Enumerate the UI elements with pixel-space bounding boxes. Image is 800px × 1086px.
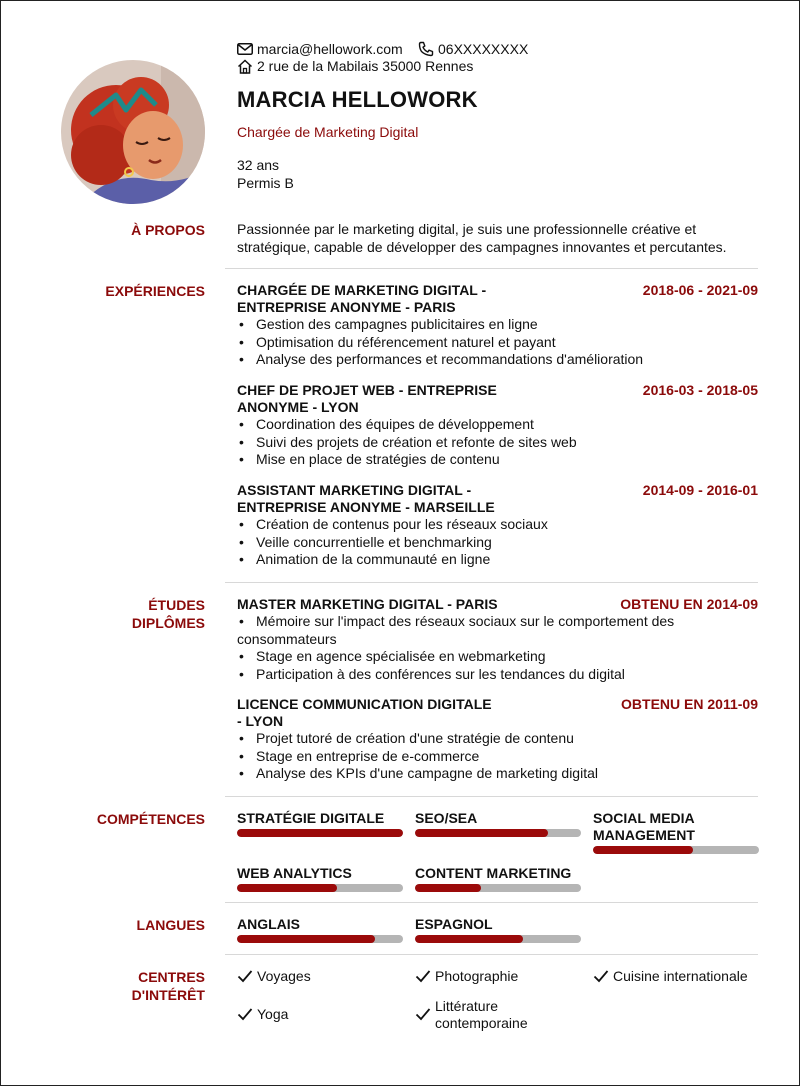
skill-bar-fill (415, 884, 481, 892)
list-item: • Stage en agence spécialisée en webmarketing (237, 648, 758, 666)
check-icon (593, 969, 609, 983)
skill-bar (237, 884, 403, 892)
skill-item (415, 810, 581, 837)
skill-item (237, 865, 403, 892)
interest-item: Cuisine internationale (593, 968, 748, 985)
list-item: • Analyse des KPIs d'une campagne de marketing digital (237, 765, 758, 783)
education-item (237, 596, 758, 683)
education-date: OBTENU EN 2014-09 (620, 596, 758, 612)
skill-item (593, 810, 759, 854)
skill-bar (237, 829, 403, 837)
skill-bar-fill (237, 884, 337, 892)
divider (225, 796, 758, 797)
section-label-experiences: EXPÉRIENCES (105, 283, 205, 299)
skill-label: SOCIAL MEDIA MANAGEMENT (593, 810, 695, 843)
driving-license: Permis B (237, 175, 294, 191)
language-label: ESPAGNOL (415, 916, 493, 932)
experience-date: 2018-06 - 2021-09 (642, 282, 758, 298)
list-item: • Suivi des projets de création et refonte de sites web (237, 434, 758, 452)
list-item: • Mémoire sur l'impact des réseaux sociaux sur le comportement des (237, 613, 758, 631)
list-item: • Veille concurrentielle et benchmarking (237, 534, 758, 552)
interest-item: Littérature contemporaine (415, 998, 528, 1032)
list-item: • Gestion des campagnes publicitaires en ligne (237, 316, 758, 334)
address-text: 2 rue de la Mabilais 35000 Rennes (257, 58, 474, 74)
list-item: • Projet tutoré de création d'une stratégie de contenu (237, 730, 758, 748)
phone-contact (418, 40, 528, 58)
job-title: Chargée de Marketing Digital (237, 124, 419, 140)
email-text: marcia@hellowork.com (257, 41, 403, 57)
experience-item (237, 482, 758, 569)
list-item: • Mise en place de stratégies de contenu (237, 451, 758, 469)
skill-item (415, 865, 581, 892)
experience-title: CHARGÉE DE MARKETING DIGITAL - ENTREPRISE ANONYME - PARIS (237, 282, 487, 315)
skill-bar (415, 829, 581, 837)
experience-title: ASSISTANT MARKETING DIGITAL - ENTREPRISE ANONYME - MARSEILLE (237, 482, 495, 515)
experience-date: 2016-03 - 2018-05 (642, 382, 758, 398)
phone-text: 06XXXXXXXX (438, 41, 529, 57)
check-icon (415, 1007, 431, 1021)
experience-bullets (237, 416, 758, 469)
section-label-skills: COMPÉTENCES (96, 811, 205, 827)
skill-bar-fill (415, 829, 548, 837)
divider (225, 954, 758, 955)
list-item-continuation: consommateurs (237, 630, 337, 647)
email-contact (237, 40, 403, 58)
interest-item: Voyages (237, 968, 311, 985)
interest-item: Photographie (415, 968, 518, 985)
education-item (237, 696, 758, 783)
education-bullets (237, 648, 758, 683)
skill-label: SEO/SEA (415, 810, 478, 826)
avatar (61, 60, 205, 204)
section-label-interests: CENTRES D'INTÉRÊT (131, 969, 205, 1003)
experience-bullets (237, 316, 758, 369)
phone-icon (418, 41, 434, 57)
divider (225, 268, 758, 269)
experience-date: 2014-09 - 2016-01 (642, 482, 758, 498)
person-name: MARCIA HELLOWORK (237, 87, 478, 112)
skill-bar (415, 884, 581, 892)
experience-item (237, 282, 758, 369)
about-text: Passionnée par le marketing digital, je suis une professionnelle créative et stratégique, capable de développer des campagnes innovantes et percutantes. (237, 221, 727, 255)
skill-label: WEB ANALYTICS (237, 865, 352, 881)
skill-item (237, 810, 403, 837)
skill-label: STRATÉGIE DIGITALE (237, 810, 385, 826)
envelope-icon (237, 43, 253, 55)
section-label-education: ÉTUDES DIPLÔMES (131, 597, 205, 631)
skill-bar-fill (237, 829, 403, 837)
list-item: • Participation à des conférences sur les tendances du digital (237, 666, 758, 684)
skill-bar (593, 846, 759, 854)
language-label: ANGLAIS (237, 916, 300, 932)
language-bar-fill (237, 935, 375, 943)
skill-label: CONTENT MARKETING (415, 865, 572, 881)
divider (225, 902, 758, 903)
language-item (237, 916, 403, 943)
education-title: MASTER MARKETING DIGITAL - PARIS (237, 596, 498, 612)
divider (225, 582, 758, 583)
experience-item (237, 382, 758, 469)
section-label-about: À PROPOS (131, 222, 205, 238)
language-bar-fill (415, 935, 523, 943)
interest-item: Yoga (237, 1006, 288, 1023)
education-title: LICENCE COMMUNICATION DIGITALE - LYON (237, 696, 492, 729)
list-item: • Optimisation du référencement naturel et payant (237, 334, 758, 352)
education-date: OBTENU EN 2011-09 (621, 696, 758, 712)
age: 32 ans (237, 157, 280, 173)
experience-title: CHEF DE PROJET WEB - ENTREPRISE ANONYME - LYON (237, 382, 497, 415)
language-bar (237, 935, 403, 943)
language-item (415, 916, 581, 943)
address-contact (237, 57, 473, 75)
experience-bullets (237, 516, 758, 569)
list-item: • Stage en entreprise de e-commerce (237, 748, 758, 766)
check-icon (237, 1007, 253, 1021)
section-label-languages: LANGUES (136, 917, 205, 933)
education-bullets (237, 730, 758, 783)
list-item: • Analyse des performances et recommandations d'amélioration (237, 351, 758, 369)
list-item: • Animation de la communauté en ligne (237, 551, 758, 569)
skill-bar-fill (593, 846, 693, 854)
check-icon (237, 969, 253, 983)
check-icon (415, 969, 431, 983)
education-bullets (237, 613, 758, 631)
home-icon (237, 59, 253, 74)
list-item: • Création de contenus pour les réseaux sociaux (237, 516, 758, 534)
list-item: • Coordination des équipes de développement (237, 416, 758, 434)
language-bar (415, 935, 581, 943)
